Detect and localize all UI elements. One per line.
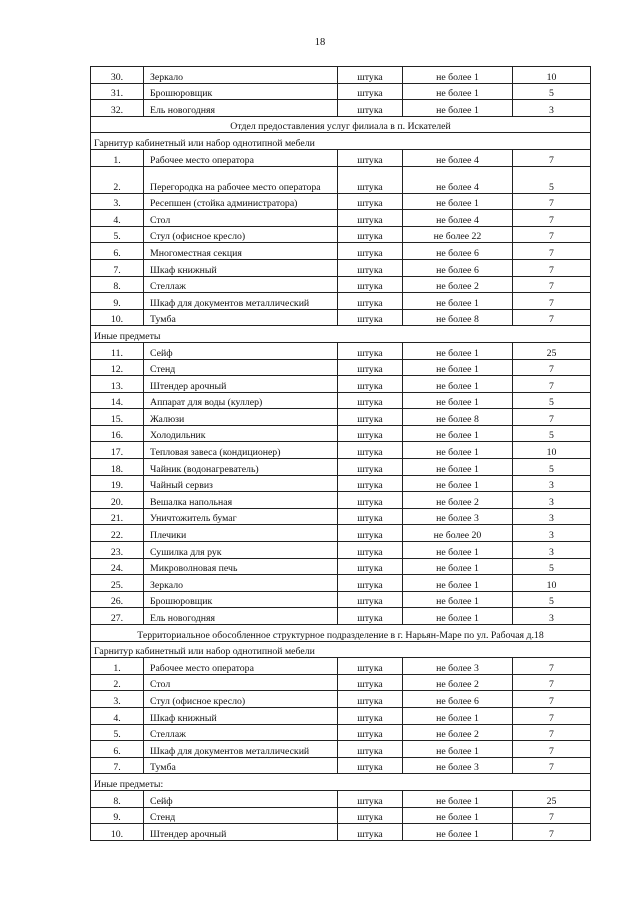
quantity-cell: не более 1 <box>403 558 513 575</box>
item-name: Зеркало <box>144 575 338 592</box>
inventory-table <box>90 66 591 841</box>
years-cell: 5 <box>513 83 591 100</box>
table-row <box>91 691 591 708</box>
years-cell: 7 <box>513 309 591 326</box>
group-heading: Гарнитур кабинетный или набор однотипной мебели <box>91 641 591 658</box>
table-row <box>91 757 591 774</box>
row-number: 19. <box>91 475 144 492</box>
table-row <box>91 807 591 824</box>
item-name: Холодильник <box>144 425 338 442</box>
item-name: Сушилка для рук <box>144 542 338 559</box>
unit-cell: штука <box>338 542 403 559</box>
item-name: Сейф <box>144 342 338 359</box>
item-name: Стол <box>144 674 338 691</box>
row-number: 15. <box>91 409 144 426</box>
years-cell: 7 <box>513 359 591 376</box>
table-row <box>91 259 591 276</box>
group-heading-row <box>91 641 591 658</box>
years-cell: 10 <box>513 442 591 459</box>
group-heading-row <box>91 326 591 343</box>
table-row <box>91 392 591 409</box>
row-number: 14. <box>91 392 144 409</box>
row-number: 10. <box>91 309 144 326</box>
item-name: Шкаф книжный <box>144 707 338 724</box>
quantity-cell: не более 3 <box>403 508 513 525</box>
group-heading-row <box>91 774 591 791</box>
unit-cell: штука <box>338 67 403 84</box>
years-cell: 7 <box>513 210 591 227</box>
years-cell: 5 <box>513 459 591 476</box>
row-number: 11. <box>91 342 144 359</box>
item-name: Чайный сервиз <box>144 475 338 492</box>
table-row <box>91 293 591 310</box>
quantity-cell: не более 1 <box>403 824 513 841</box>
unit-cell: штука <box>338 309 403 326</box>
years-cell: 7 <box>513 707 591 724</box>
item-name: Стол <box>144 210 338 227</box>
row-number: 1. <box>91 658 144 675</box>
quantity-cell: не более 1 <box>403 591 513 608</box>
row-number: 7. <box>91 757 144 774</box>
quantity-cell: не более 1 <box>403 392 513 409</box>
years-cell: 5 <box>513 591 591 608</box>
quantity-cell: не более 1 <box>403 193 513 210</box>
row-number: 3. <box>91 193 144 210</box>
row-number: 32. <box>91 100 144 117</box>
years-cell: 7 <box>513 741 591 758</box>
row-number: 4. <box>91 210 144 227</box>
quantity-cell: не более 2 <box>403 276 513 293</box>
row-number: 22. <box>91 525 144 542</box>
table-row <box>91 492 591 509</box>
unit-cell: штука <box>338 425 403 442</box>
table-row <box>91 542 591 559</box>
item-name: Жалюзи <box>144 409 338 426</box>
row-number: 5. <box>91 724 144 741</box>
years-cell: 7 <box>513 691 591 708</box>
table-row <box>91 100 591 117</box>
quantity-cell: не более 1 <box>403 100 513 117</box>
table-row <box>91 425 591 442</box>
years-cell: 3 <box>513 608 591 625</box>
item-name: Зеркало <box>144 67 338 84</box>
item-name: Аппарат для воды (куллер) <box>144 392 338 409</box>
row-number: 4. <box>91 707 144 724</box>
years-cell: 3 <box>513 525 591 542</box>
years-cell: 3 <box>513 542 591 559</box>
quantity-cell: не более 1 <box>403 376 513 393</box>
unit-cell: штука <box>338 475 403 492</box>
years-cell: 7 <box>513 226 591 243</box>
table-row <box>91 67 591 84</box>
row-number: 9. <box>91 807 144 824</box>
years-cell: 7 <box>513 293 591 310</box>
table-row <box>91 442 591 459</box>
unit-cell: штука <box>338 210 403 227</box>
row-number: 16. <box>91 425 144 442</box>
quantity-cell: не более 4 <box>403 166 513 193</box>
table-row <box>91 409 591 426</box>
table-row <box>91 790 591 807</box>
item-name: Тепловая завеса (кондиционер) <box>144 442 338 459</box>
unit-cell: штука <box>338 807 403 824</box>
row-number: 9. <box>91 293 144 310</box>
years-cell: 7 <box>513 658 591 675</box>
row-number: 5. <box>91 226 144 243</box>
years-cell: 3 <box>513 100 591 117</box>
item-name: Брошюровщик <box>144 591 338 608</box>
quantity-cell: не более 1 <box>403 575 513 592</box>
years-cell: 10 <box>513 575 591 592</box>
table-row <box>91 741 591 758</box>
unit-cell: штука <box>338 575 403 592</box>
row-number: 24. <box>91 558 144 575</box>
item-name: Рабочее место оператора <box>144 149 338 166</box>
quantity-cell: не более 8 <box>403 309 513 326</box>
row-number: 30. <box>91 67 144 84</box>
quantity-cell: не более 20 <box>403 525 513 542</box>
item-name: Шкаф для документов металлический <box>144 741 338 758</box>
unit-cell: штука <box>338 459 403 476</box>
quantity-cell: не более 1 <box>403 807 513 824</box>
item-name: Ресепшен (стойка администратора) <box>144 193 338 210</box>
row-number: 8. <box>91 790 144 807</box>
item-name: Стенд <box>144 807 338 824</box>
item-name: Сейф <box>144 790 338 807</box>
unit-cell: штука <box>338 525 403 542</box>
table-row <box>91 226 591 243</box>
item-name: Уничтожитель бумаг <box>144 508 338 525</box>
row-number: 31. <box>91 83 144 100</box>
quantity-cell: не более 1 <box>403 608 513 625</box>
unit-cell: штука <box>338 243 403 260</box>
quantity-cell: не более 6 <box>403 691 513 708</box>
table-row <box>91 608 591 625</box>
unit-cell: штука <box>338 824 403 841</box>
item-name: Шкаф для документов металлический <box>144 293 338 310</box>
table-row <box>91 459 591 476</box>
years-cell: 3 <box>513 492 591 509</box>
row-number: 7. <box>91 259 144 276</box>
group-heading: Иные предметы: <box>91 774 591 791</box>
row-number: 3. <box>91 691 144 708</box>
years-cell: 7 <box>513 409 591 426</box>
table-row <box>91 210 591 227</box>
quantity-cell: не более 1 <box>403 707 513 724</box>
quantity-cell: не более 4 <box>403 149 513 166</box>
item-name: Штендер арочный <box>144 824 338 841</box>
table-row <box>91 342 591 359</box>
item-name: Перегородка на рабочее место оператора <box>144 166 338 193</box>
row-number: 26. <box>91 591 144 608</box>
unit-cell: штука <box>338 608 403 625</box>
item-name: Ель новогодняя <box>144 100 338 117</box>
unit-cell: штука <box>338 492 403 509</box>
quantity-cell: не более 6 <box>403 243 513 260</box>
unit-cell: штука <box>338 149 403 166</box>
item-name: Стул (офисное кресло) <box>144 226 338 243</box>
unit-cell: штука <box>338 691 403 708</box>
quantity-cell: не более 8 <box>403 409 513 426</box>
unit-cell: штука <box>338 193 403 210</box>
row-number: 18. <box>91 459 144 476</box>
years-cell: 7 <box>513 674 591 691</box>
row-number: 6. <box>91 741 144 758</box>
item-name: Ель новогодняя <box>144 608 338 625</box>
item-name: Многоместная секция <box>144 243 338 260</box>
row-number: 27. <box>91 608 144 625</box>
years-cell: 7 <box>513 824 591 841</box>
row-number: 20. <box>91 492 144 509</box>
table-row <box>91 508 591 525</box>
years-cell: 5 <box>513 166 591 193</box>
item-name: Шкаф книжный <box>144 259 338 276</box>
item-name: Тумба <box>144 309 338 326</box>
table-row <box>91 376 591 393</box>
item-name: Стеллаж <box>144 724 338 741</box>
row-number: 12. <box>91 359 144 376</box>
row-number: 21. <box>91 508 144 525</box>
unit-cell: штука <box>338 674 403 691</box>
quantity-cell: не более 1 <box>403 342 513 359</box>
page-number: 18 <box>314 37 326 48</box>
unit-cell: штука <box>338 342 403 359</box>
unit-cell: штука <box>338 409 403 426</box>
table-row <box>91 243 591 260</box>
row-number: 2. <box>91 166 144 193</box>
quantity-cell: не более 1 <box>403 442 513 459</box>
unit-cell: штука <box>338 83 403 100</box>
table-row <box>91 658 591 675</box>
item-name: Чайник (водонагреватель) <box>144 459 338 476</box>
item-name: Микроволновая печь <box>144 558 338 575</box>
table-row <box>91 558 591 575</box>
table-body <box>91 67 591 841</box>
item-name: Тумба <box>144 757 338 774</box>
table-row <box>91 575 591 592</box>
years-cell: 3 <box>513 475 591 492</box>
unit-cell: штука <box>338 658 403 675</box>
table-row <box>91 359 591 376</box>
table-row <box>91 724 591 741</box>
table-row <box>91 707 591 724</box>
table-row <box>91 276 591 293</box>
table-row <box>91 83 591 100</box>
years-cell: 25 <box>513 790 591 807</box>
group-heading: Гарнитур кабинетный или набор однотипной мебели <box>91 133 591 150</box>
row-number: 6. <box>91 243 144 260</box>
quantity-cell: не более 1 <box>403 459 513 476</box>
item-name: Стенд <box>144 359 338 376</box>
group-heading-row <box>91 133 591 150</box>
quantity-cell: не более 3 <box>403 658 513 675</box>
years-cell: 25 <box>513 342 591 359</box>
table-row <box>91 824 591 841</box>
quantity-cell: не более 4 <box>403 210 513 227</box>
item-name: Штендер арочный <box>144 376 338 393</box>
table-row <box>91 309 591 326</box>
years-cell: 10 <box>513 67 591 84</box>
item-name: Плечики <box>144 525 338 542</box>
unit-cell: штука <box>338 790 403 807</box>
item-name: Рабочее место оператора <box>144 658 338 675</box>
group-heading: Иные предметы <box>91 326 591 343</box>
years-cell: 5 <box>513 558 591 575</box>
unit-cell: штука <box>338 508 403 525</box>
unit-cell: штука <box>338 591 403 608</box>
years-cell: 7 <box>513 807 591 824</box>
quantity-cell: не более 1 <box>403 83 513 100</box>
item-name: Стеллаж <box>144 276 338 293</box>
unit-cell: штука <box>338 442 403 459</box>
years-cell: 7 <box>513 193 591 210</box>
section-heading-row <box>91 625 591 642</box>
quantity-cell: не более 3 <box>403 757 513 774</box>
years-cell: 7 <box>513 376 591 393</box>
table-row <box>91 674 591 691</box>
row-number: 8. <box>91 276 144 293</box>
table-row <box>91 525 591 542</box>
table-row <box>91 591 591 608</box>
unit-cell: штука <box>338 259 403 276</box>
quantity-cell: не более 22 <box>403 226 513 243</box>
row-number: 10. <box>91 824 144 841</box>
quantity-cell: не более 1 <box>403 425 513 442</box>
quantity-cell: не более 2 <box>403 724 513 741</box>
years-cell: 7 <box>513 276 591 293</box>
row-number: 1. <box>91 149 144 166</box>
row-number: 17. <box>91 442 144 459</box>
unit-cell: штука <box>338 276 403 293</box>
unit-cell: штука <box>338 359 403 376</box>
quantity-cell: не более 2 <box>403 674 513 691</box>
unit-cell: штука <box>338 392 403 409</box>
section-heading: Отдел предоставления услуг филиала в п. Искателей <box>91 116 591 133</box>
unit-cell: штука <box>338 376 403 393</box>
years-cell: 7 <box>513 757 591 774</box>
section-heading: Территориальное обособленное структурное подразделение в г. Нарьян-Маре по ул. Рабочая д.18 <box>91 625 591 642</box>
quantity-cell: не более 1 <box>403 475 513 492</box>
unit-cell: штука <box>338 707 403 724</box>
years-cell: 7 <box>513 149 591 166</box>
item-name: Стул (офисное кресло) <box>144 691 338 708</box>
quantity-cell: не более 1 <box>403 67 513 84</box>
quantity-cell: не более 1 <box>403 741 513 758</box>
unit-cell: штука <box>338 226 403 243</box>
years-cell: 3 <box>513 508 591 525</box>
quantity-cell: не более 1 <box>403 542 513 559</box>
section-heading-row <box>91 116 591 133</box>
quantity-cell: не более 1 <box>403 359 513 376</box>
years-cell: 5 <box>513 425 591 442</box>
years-cell: 7 <box>513 724 591 741</box>
unit-cell: штука <box>338 558 403 575</box>
unit-cell: штука <box>338 741 403 758</box>
quantity-cell: не более 2 <box>403 492 513 509</box>
quantity-cell: не более 1 <box>403 293 513 310</box>
item-name: Вешалка напольная <box>144 492 338 509</box>
row-number: 25. <box>91 575 144 592</box>
row-number: 13. <box>91 376 144 393</box>
table-row <box>91 475 591 492</box>
years-cell: 7 <box>513 259 591 276</box>
unit-cell: штука <box>338 724 403 741</box>
item-name: Брошюровщик <box>144 83 338 100</box>
unit-cell: штука <box>338 293 403 310</box>
years-cell: 5 <box>513 392 591 409</box>
quantity-cell: не более 6 <box>403 259 513 276</box>
unit-cell: штука <box>338 757 403 774</box>
table-row <box>91 166 591 193</box>
row-number: 23. <box>91 542 144 559</box>
unit-cell: штука <box>338 166 403 193</box>
row-number: 2. <box>91 674 144 691</box>
unit-cell: штука <box>338 100 403 117</box>
years-cell: 7 <box>513 243 591 260</box>
table-row <box>91 149 591 166</box>
quantity-cell: не более 1 <box>403 790 513 807</box>
table-row <box>91 193 591 210</box>
